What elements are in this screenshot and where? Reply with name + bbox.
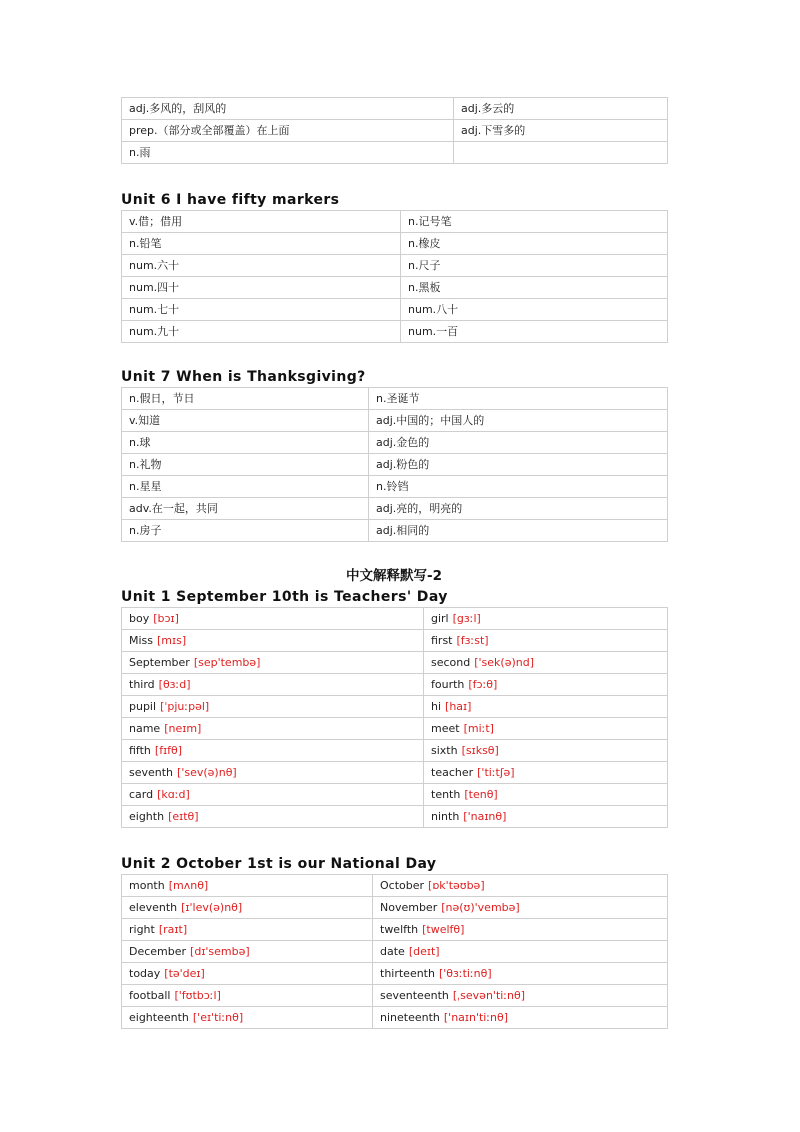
table-cell: [122, 608, 424, 630]
phonetic-transcription: ['naɪnθ]: [463, 810, 507, 823]
phonetic-transcription: [mɪs]: [157, 634, 187, 647]
phonetic-transcription: [dɪ'sembə]: [190, 945, 250, 958]
vocab-word: meet: [431, 722, 460, 735]
vocab-word: seventh: [129, 766, 174, 779]
table-cell: [424, 630, 668, 652]
unit-title: Unit 7 When is Thanksgiving?: [121, 369, 366, 385]
table-cell: [122, 919, 373, 941]
phonetic-transcription: [gɜːl]: [452, 612, 481, 625]
vocab-word: December: [129, 945, 187, 958]
table-cell: [373, 1007, 668, 1029]
table-cell: n.铃铛: [369, 476, 668, 498]
table-cell: [424, 608, 668, 630]
table-cell: num.九十: [122, 321, 401, 343]
vocab-table-unit-6: [121, 210, 668, 343]
table-row: [122, 806, 668, 828]
table-row: [122, 630, 668, 652]
vocab-word: today: [129, 967, 161, 980]
section-unit-7: [121, 367, 667, 542]
table-cell: n.礼物: [122, 454, 369, 476]
phonetic-transcription: [haɪ]: [445, 700, 472, 713]
phonetic-transcription: [kɑːd]: [157, 788, 190, 801]
vocab-word: fourth: [431, 678, 465, 691]
table-row: [122, 897, 668, 919]
table-cell: n.黑板: [401, 277, 668, 299]
table-cell: n.橡皮: [401, 233, 668, 255]
table-cell: adj.金色的: [369, 432, 668, 454]
table-cell: [424, 718, 668, 740]
table-cell: v.知道: [122, 410, 369, 432]
phonetic-transcription: ['eɪ'tiːnθ]: [192, 1011, 244, 1024]
table-cell: adj.亮的，明亮的: [369, 498, 668, 520]
phonetic-transcription: ['fʊtbɔːl]: [174, 989, 221, 1002]
unit-title: Unit 6 I have fifty markers: [121, 192, 340, 208]
table-cell: [122, 740, 424, 762]
table-cell: [122, 784, 424, 806]
table-cell: [122, 762, 424, 784]
vocab-word: date: [380, 945, 405, 958]
vocab-word: hi: [431, 700, 442, 713]
table-cell: [122, 696, 424, 718]
phonetic-transcription: [θɜːd]: [158, 678, 191, 691]
section-unit-1: [121, 567, 667, 828]
table-cell: [122, 718, 424, 740]
table-row: [122, 520, 668, 542]
table-row: [122, 784, 668, 806]
vocab-word: second: [431, 656, 471, 669]
table-cell: num.一百: [401, 321, 668, 343]
phonetic-transcription: [deɪt]: [408, 945, 440, 958]
section-unit-6: [121, 190, 667, 343]
table-cell: [122, 875, 373, 897]
table-row: [122, 963, 668, 985]
table-row: [122, 410, 668, 432]
vocab-word: eighth: [129, 810, 165, 823]
table-cell: [122, 963, 373, 985]
phonetic-transcription: [eɪtθ]: [168, 810, 199, 823]
table-cell: [122, 985, 373, 1007]
table-cell: [424, 652, 668, 674]
table-cell: [122, 652, 424, 674]
vocab-word: name: [129, 722, 161, 735]
table-cell: [424, 740, 668, 762]
phonetic-transcription: [sep'tembə]: [193, 656, 261, 669]
dictation-heading: 中文解释默写-2: [346, 568, 442, 584]
phonetic-transcription: [tenθ]: [464, 788, 498, 801]
table-cell: adj.多风的，刮风的: [122, 98, 454, 120]
vocab-word: third: [129, 678, 155, 691]
vocab-word: twelfth: [380, 923, 419, 936]
table-row: [122, 1007, 668, 1029]
phonetic-transcription: ['sek(ə)nd]: [474, 656, 535, 669]
unit-title: Unit 1 September 10th is Teachers' Day: [121, 589, 448, 605]
table-cell: num.四十: [122, 277, 401, 299]
phonetic-transcription: [ɪ'lev(ə)nθ]: [181, 901, 243, 914]
phonetic-transcription: [fɔːθ]: [468, 678, 498, 691]
unit-title: Unit 2 October 1st is our National Day: [121, 856, 437, 872]
table-cell: [373, 985, 668, 1007]
phonetic-transcription: [nə(ʊ)'vembə]: [441, 901, 520, 914]
table-cell: [424, 674, 668, 696]
table-row: [122, 255, 668, 277]
table-row: [122, 919, 668, 941]
vocab-word: card: [129, 788, 154, 801]
table-row: [122, 762, 668, 784]
table-cell: adj.多云的: [454, 98, 668, 120]
phonetic-transcription: [fɜːst]: [456, 634, 489, 647]
vocab-word: right: [129, 923, 155, 936]
phonetic-transcription: ['θɜːtiːnθ]: [438, 967, 492, 980]
table-cell: n.铅笔: [122, 233, 401, 255]
table-row: [122, 985, 668, 1007]
phonetic-transcription: [raɪt]: [158, 923, 188, 936]
table-cell: adj.粉色的: [369, 454, 668, 476]
table-row: [122, 299, 668, 321]
table-cell: adj.中国的；中国人的: [369, 410, 668, 432]
table-cell: [122, 1007, 373, 1029]
table-row: [122, 98, 668, 120]
phonetic-transcription: [fɪfθ]: [154, 744, 183, 757]
table-cell: adj.下雪多的: [454, 120, 668, 142]
table-cell: [373, 897, 668, 919]
vocab-word: pupil: [129, 700, 157, 713]
vocab-word: month: [129, 879, 165, 892]
vocab-word: thirteenth: [380, 967, 435, 980]
phonetic-transcription: ['sev(ə)nθ]: [177, 766, 237, 779]
phonetic-transcription: [miːt]: [463, 722, 494, 735]
vocab-table-unit-7: [121, 387, 668, 542]
vocab-word: sixth: [431, 744, 458, 757]
table-row: [122, 498, 668, 520]
table-cell: n.圣诞节: [369, 388, 668, 410]
table-cell: [424, 784, 668, 806]
table-cell: n.星星: [122, 476, 369, 498]
phonetic-transcription: ['tiːtʃə]: [477, 766, 515, 779]
vocab-table-unit-2: [121, 874, 668, 1029]
table-row: [122, 718, 668, 740]
table-row: [122, 476, 668, 498]
table-cell: adv.在一起，共同: [122, 498, 369, 520]
vocab-word: fifth: [129, 744, 151, 757]
vocab-word: nineteenth: [380, 1011, 440, 1024]
vocab-word: September: [129, 656, 190, 669]
table-row: [122, 321, 668, 343]
table-row: [122, 388, 668, 410]
phonetic-transcription: [neɪm]: [164, 722, 202, 735]
table-row: [122, 120, 668, 142]
table-cell: n.球: [122, 432, 369, 454]
vocab-word: girl: [431, 612, 449, 625]
vocab-word: ninth: [431, 810, 460, 823]
table-cell: num.六十: [122, 255, 401, 277]
phonetic-transcription: [ˈpjuːpəl]: [160, 700, 210, 713]
table-row: [122, 454, 668, 476]
phonetic-transcription: [ɒk'təʊbə]: [428, 879, 485, 892]
vocab-word: eighteenth: [129, 1011, 189, 1024]
phonetic-transcription: [sɪksθ]: [461, 744, 499, 757]
table-row: [122, 941, 668, 963]
vocab-word: teacher: [431, 766, 474, 779]
vocab-word: eleventh: [129, 901, 178, 914]
table-cell: [373, 919, 668, 941]
table-cell: [373, 963, 668, 985]
vocab-table-unit-1: [121, 607, 668, 828]
table-cell: num.八十: [401, 299, 668, 321]
table-cell: [122, 941, 373, 963]
vocab-word: first: [431, 634, 453, 647]
vocab-word: seventeenth: [380, 989, 449, 1002]
phonetic-transcription: [tə'deɪ]: [164, 967, 205, 980]
table-row: [122, 211, 668, 233]
vocab-word: October: [380, 879, 425, 892]
section-weather-continued: [121, 97, 667, 164]
vocab-table-weather: [121, 97, 668, 164]
table-cell: n.房子: [122, 520, 369, 542]
table-cell: n.雨: [122, 142, 454, 164]
table-row: [122, 696, 668, 718]
phonetic-transcription: ['naɪn'tiːnθ]: [443, 1011, 509, 1024]
table-row: [122, 432, 668, 454]
table-cell: prep.（部分或全部覆盖）在上面: [122, 120, 454, 142]
table-cell: [373, 875, 668, 897]
table-cell: n.尺子: [401, 255, 668, 277]
table-row: [122, 652, 668, 674]
vocab-word: boy: [129, 612, 150, 625]
table-row: [122, 233, 668, 255]
phonetic-transcription: [bɔɪ]: [153, 612, 179, 625]
table-cell: [122, 674, 424, 696]
table-row: [122, 277, 668, 299]
vocab-word: November: [380, 901, 438, 914]
table-cell: [424, 696, 668, 718]
vocab-word: tenth: [431, 788, 461, 801]
vocab-word: Miss: [129, 634, 154, 647]
table-row: [122, 142, 668, 164]
table-cell: v.借；借用: [122, 211, 401, 233]
table-cell: adj.相同的: [369, 520, 668, 542]
table-cell: n.记号笔: [401, 211, 668, 233]
table-cell: [454, 142, 668, 164]
phonetic-transcription: [twelfθ]: [422, 923, 465, 936]
table-cell: [122, 630, 424, 652]
phonetic-transcription: [mʌnθ]: [168, 879, 209, 892]
table-cell: [373, 941, 668, 963]
section-unit-2: [121, 854, 667, 1029]
table-cell: [424, 762, 668, 784]
table-cell: [122, 806, 424, 828]
table-row: [122, 875, 668, 897]
table-cell: [424, 806, 668, 828]
table-row: [122, 608, 668, 630]
table-row: [122, 674, 668, 696]
table-cell: num.七十: [122, 299, 401, 321]
phonetic-transcription: [ˌsevən'tiːnθ]: [452, 989, 526, 1002]
table-cell: [122, 897, 373, 919]
vocab-word: football: [129, 989, 171, 1002]
table-cell: n.假日，节日: [122, 388, 369, 410]
table-row: [122, 740, 668, 762]
